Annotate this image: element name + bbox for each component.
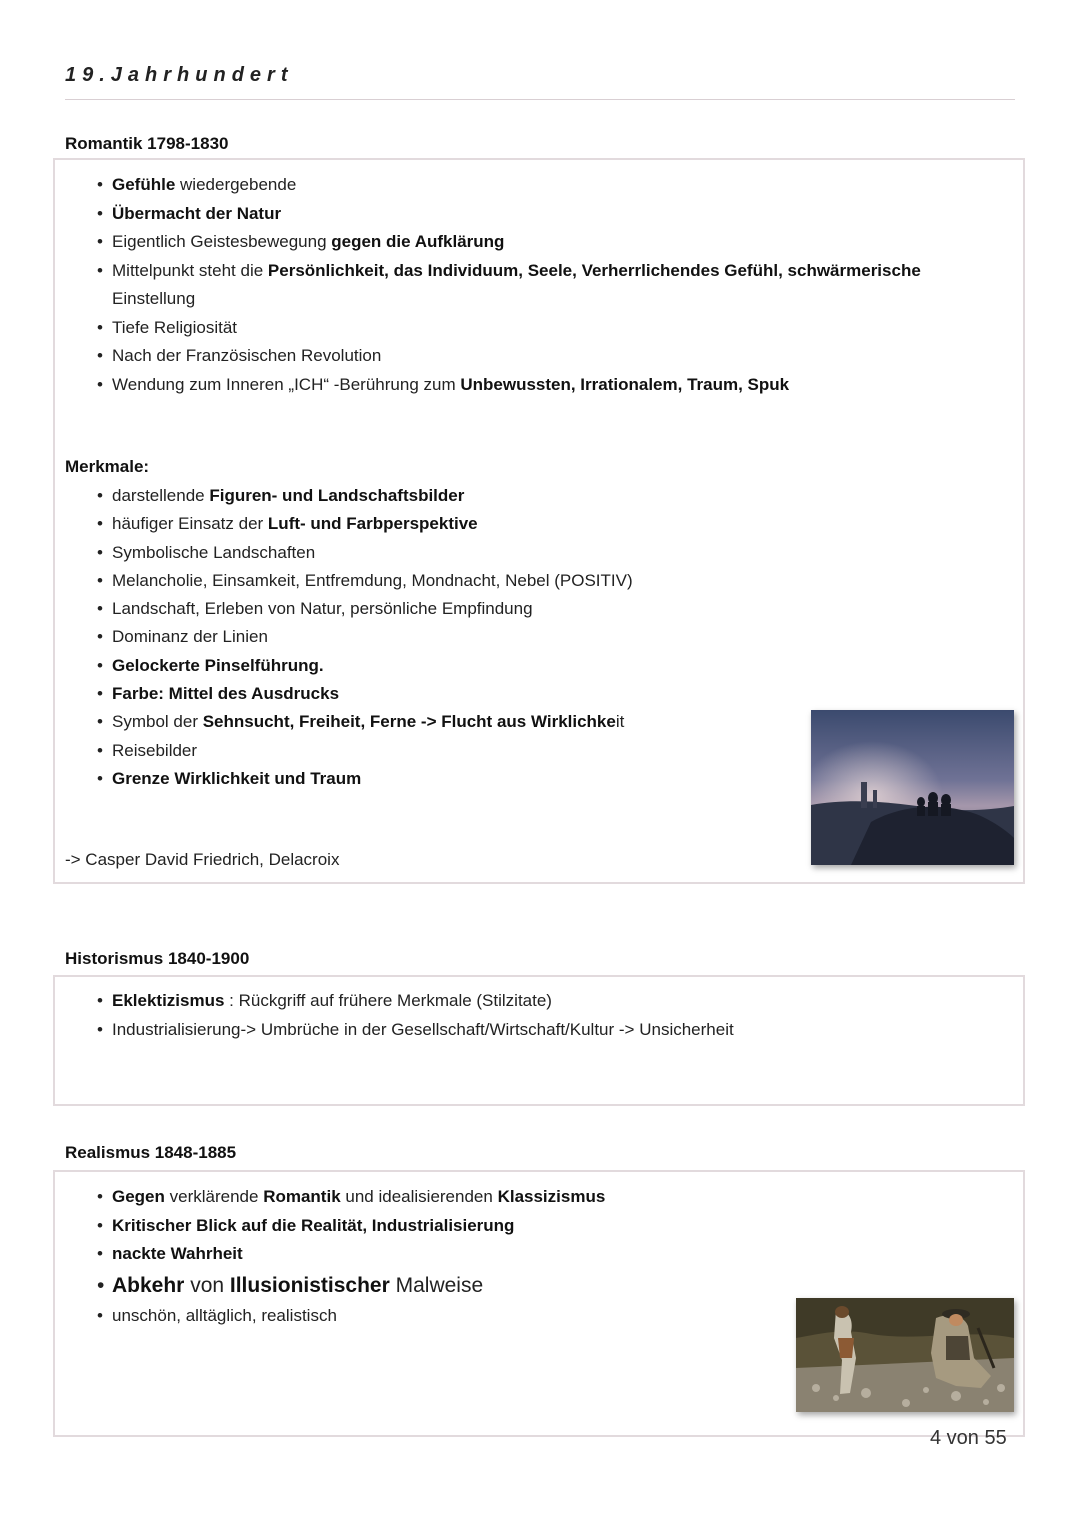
bold-text: Illusionistischer <box>229 1273 390 1297</box>
romantik-heading: Romantik 1798-1830 <box>65 134 229 153</box>
list-item <box>65 314 1005 343</box>
page-title: 19.Jahrhundert <box>65 64 294 86</box>
historismus-heading: Historismus 1840-1900 <box>65 949 250 968</box>
bold-text: Übermacht der Natur <box>112 203 282 223</box>
list-item <box>65 1302 785 1331</box>
bold-text: Figuren- und Landschaftsbilder <box>209 486 465 505</box>
romantik-list <box>65 171 1005 399</box>
text: Malweise <box>389 1273 484 1297</box>
historismus-list <box>65 987 1005 1044</box>
merkmale-label: Merkmale: <box>65 457 150 476</box>
bold-text: Romantik <box>263 1187 341 1206</box>
bold-text: Abkehr <box>112 1273 185 1297</box>
list-item <box>65 567 825 595</box>
list-item <box>65 1212 785 1241</box>
text: Wendung zum Inneren „ICH“ -Berührung zum <box>112 374 461 394</box>
realismus-painting-image <box>796 1298 1014 1412</box>
list-item <box>65 623 825 651</box>
list-item <box>65 1016 1005 1045</box>
bold-text: Gegen <box>112 1187 165 1206</box>
list-item <box>65 708 825 736</box>
text: Landschaft, Erleben von Natur, persönliche Empfindung <box>112 599 533 619</box>
page-number: 4 von 55 <box>930 1427 1007 1449</box>
text: verklärende <box>164 1187 264 1206</box>
list-item <box>65 1183 785 1212</box>
list-item <box>65 510 825 538</box>
bold-text: Eklektizismus <box>112 991 225 1010</box>
list-item <box>65 1269 785 1302</box>
romantik-painting-image <box>811 710 1014 865</box>
list-item <box>65 342 1005 371</box>
list-item <box>65 1240 785 1269</box>
text: Symbolische Landschaften <box>112 542 316 562</box>
list-item <box>65 987 1005 1016</box>
list-item <box>65 737 825 765</box>
text: unschön, alltäglich, realistisch <box>112 1305 337 1325</box>
text: it <box>615 712 625 732</box>
bold-text: Persönlichkeit, das Individuum, Seele, Verherrlichendes Gefühl, schwärmerische <box>267 260 921 280</box>
text: Tiefe Religiosität <box>112 317 238 337</box>
title-divider <box>65 99 1015 100</box>
bold-text: Kritischer Blick auf die Realität, Industrialisierung <box>112 1215 515 1235</box>
text: Reisebilder <box>112 740 198 760</box>
list-item <box>65 482 825 510</box>
bold-text: Grenze Wirklichkeit und Traum <box>112 768 362 788</box>
bold-text: Sehnsucht, Freiheit, Ferne -> Flucht aus Wirklichke <box>202 712 616 732</box>
text: Einstellung <box>112 289 196 308</box>
bold-text: Unbewussten, Irrationalem, Traum, Spuk <box>460 374 790 394</box>
list-item <box>65 595 825 623</box>
text: Symbol der <box>112 712 203 732</box>
list-item <box>65 652 825 680</box>
text: : Rückgriff auf frühere Merkmale (Stilzitate) <box>224 991 552 1010</box>
list-item <box>65 257 1005 314</box>
text: von <box>184 1273 230 1297</box>
bold-text: Gefühle <box>112 175 176 194</box>
text: Mittelpunkt steht die <box>112 260 268 280</box>
realismus-heading: Realismus 1848-1885 <box>65 1143 237 1162</box>
list-item <box>65 228 1005 257</box>
list-item <box>65 371 1005 400</box>
text: darstellende <box>112 486 210 505</box>
list-item <box>65 539 825 567</box>
text: und idealisierenden <box>340 1187 498 1206</box>
list-item <box>65 765 825 793</box>
text: häufiger Einsatz der <box>112 514 268 534</box>
list-item <box>65 680 825 708</box>
text: Nach der Französischen Revolution <box>112 346 382 365</box>
artists-note: -> Casper David Friedrich, Delacroix <box>65 850 340 869</box>
text: wiedergebende <box>175 175 297 194</box>
bold-text: Luft- und Farbperspektive <box>267 514 478 534</box>
text: Industrialisierung-> Umbrüche in der Gesellschaft/Wirtschaft/Kultur -> Unsicherheit <box>112 1019 734 1039</box>
list-item <box>65 200 1005 229</box>
bold-text: Gelockerte Pinselführung. <box>112 655 324 675</box>
text: Melancholie, Einsamkeit, Entfremdung, Mondnacht, Nebel (POSITIV) <box>112 570 633 590</box>
bold-text: gegen die Aufklärung <box>331 232 505 251</box>
bold-text: Klassizismus <box>497 1187 606 1206</box>
bold-text: nackte Wahrheit <box>112 1244 243 1263</box>
text: Dominanz der Linien <box>112 627 268 647</box>
text: Eigentlich Geistesbewegung <box>112 232 332 251</box>
realismus-list <box>65 1183 785 1330</box>
merkmale-list <box>65 482 825 793</box>
list-item <box>65 171 1005 200</box>
bold-text: Farbe: Mittel des Ausdrucks <box>112 684 340 704</box>
